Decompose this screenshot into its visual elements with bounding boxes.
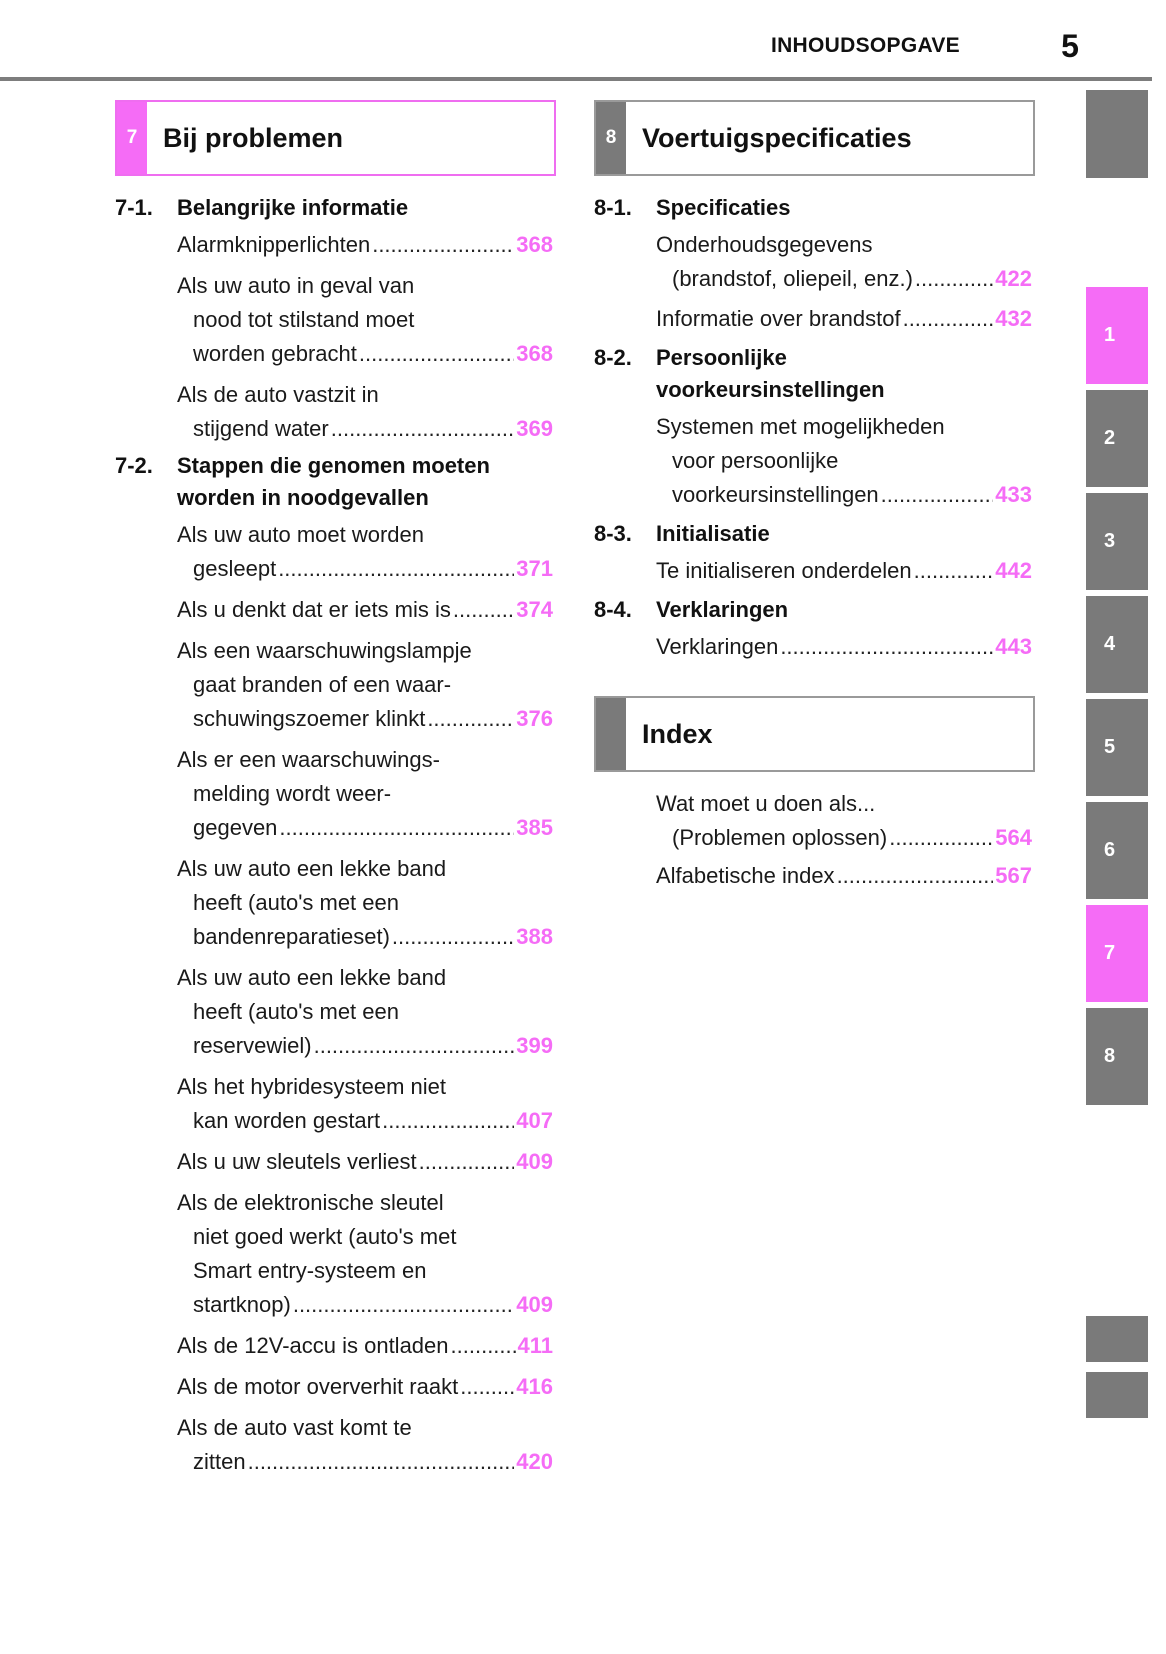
entry-last-line: [656, 302, 1032, 336]
dot-leader: [460, 1370, 514, 1404]
entry-last-line: [177, 1329, 553, 1363]
side-tab-7[interactable]: 7: [1086, 905, 1148, 1002]
entry-last-line: [656, 859, 1032, 893]
side-tab-8[interactable]: 8: [1086, 1008, 1148, 1105]
page-number: 5: [1061, 28, 1079, 64]
subsection-heading[interactable]: [594, 342, 1032, 406]
toc-entry[interactable]: [656, 787, 1032, 855]
dot-leader: [915, 262, 993, 296]
toc-entry[interactable]: [177, 961, 553, 1063]
entry-title-line: Als het hybridesysteem niet: [177, 1074, 447, 1099]
entry-last-line: [177, 1445, 553, 1479]
entry-title-line: Alarmknipperlichten: [177, 232, 371, 257]
page-ref[interactable]: 368: [516, 341, 553, 366]
section-7-number: 7: [117, 102, 147, 174]
entry-title-line: gegeven: [193, 815, 278, 840]
entry-title-line: (brandstof, oliepeil, enz.): [672, 266, 913, 291]
dot-leader: [780, 630, 993, 664]
entry-last-line: [177, 337, 553, 371]
entry-title-line: zitten: [193, 1449, 246, 1474]
side-tab-1[interactable]: 1: [1086, 287, 1148, 384]
entry-title-line: gesleept: [193, 556, 277, 581]
dot-leader: [889, 821, 993, 855]
toc-entry[interactable]: [656, 859, 1032, 893]
dot-leader: [278, 552, 514, 586]
page-ref[interactable]: 399: [516, 1033, 553, 1058]
page-ref[interactable]: 388: [516, 924, 553, 949]
entry-title-line: Verklaringen: [656, 634, 779, 659]
entry-title-line: heeft (auto's met een: [193, 999, 399, 1024]
entry-title-line: Als er een waarschuwings-: [177, 747, 440, 772]
toc-entry[interactable]: [656, 630, 1032, 664]
toc-entry[interactable]: [656, 554, 1032, 588]
entry-title-line: kan worden gestart: [193, 1108, 381, 1133]
toc-entry[interactable]: [177, 1070, 553, 1138]
section-7-title: Bij problemen: [163, 122, 344, 153]
entry-title-line: nood tot stilstand moet: [193, 307, 415, 332]
toc-entry[interactable]: [177, 518, 553, 586]
subsection-title: Verklaringen: [656, 597, 789, 622]
toc-entry[interactable]: [177, 1186, 553, 1322]
toc-entry[interactable]: [177, 1411, 553, 1479]
subsection-heading[interactable]: [594, 192, 1032, 224]
dot-leader: [359, 337, 514, 371]
entry-last-line: [177, 1145, 553, 1179]
entry-last-line: [177, 552, 553, 586]
section-8-header[interactable]: [594, 100, 1035, 176]
page-ref[interactable]: 442: [995, 558, 1032, 583]
section-7-header[interactable]: [115, 100, 556, 176]
entry-last-line: [177, 1029, 553, 1063]
dot-leader: [451, 1329, 516, 1363]
toc-entry[interactable]: [177, 228, 553, 262]
entry-title-line: Als de 12V-accu is ontladen: [177, 1333, 449, 1358]
subsection-title: Persoonlijke voorkeursinstellingen: [656, 345, 885, 402]
page-ref[interactable]: 407: [516, 1108, 553, 1133]
entry-title-line: (Problemen oplossen): [672, 825, 888, 850]
toc-entry[interactable]: [177, 269, 553, 371]
side-tab-5[interactable]: 5: [1086, 699, 1148, 796]
entry-title-line: stijgend water: [193, 416, 329, 441]
toc-right-column: [594, 192, 1032, 670]
page-ref[interactable]: 409: [516, 1149, 553, 1174]
toc-entry[interactable]: [177, 1145, 553, 1179]
subsection-title: Specificaties: [656, 195, 791, 220]
dot-leader: [903, 302, 994, 336]
subsection-number: 8-1.: [594, 195, 632, 220]
entry-title-line: Als u uw sleutels verliest: [177, 1149, 417, 1174]
entry-title-line: gaat branden of een waar-: [193, 672, 452, 697]
dot-leader: [419, 1145, 515, 1179]
entry-last-line: [177, 702, 553, 736]
entry-title-line: reservewiel): [193, 1033, 312, 1058]
entry-last-line: [177, 920, 553, 954]
entry-title-line: Als een waarschuwingslampje: [177, 638, 472, 663]
page-ref[interactable]: 385: [516, 815, 553, 840]
toc-entry[interactable]: [177, 1329, 553, 1363]
subsection-heading[interactable]: [115, 192, 553, 224]
entry-title-line: startknop): [193, 1292, 291, 1317]
subsection-number: 7-2.: [115, 453, 153, 478]
page-ref[interactable]: 433: [995, 482, 1032, 507]
entry-last-line: [177, 593, 553, 627]
subsection-title: Belangrijke informatie: [177, 195, 409, 220]
entry-title-line: worden gebracht: [193, 341, 357, 366]
page-ref[interactable]: 371: [516, 556, 553, 581]
header-title: INHOUDSOPGAVE: [770, 34, 960, 57]
side-tab-3[interactable]: 3: [1086, 493, 1148, 590]
dot-leader: [293, 1288, 514, 1322]
subsection-number: 8-2.: [594, 345, 632, 370]
toc-entry[interactable]: [656, 410, 1032, 512]
entry-title-line: Als uw auto een lekke band: [177, 856, 447, 881]
entry-title-line: Te initialiseren onderdelen: [656, 558, 912, 583]
side-tab-blank[interactable]: [1086, 1316, 1148, 1362]
page-ref[interactable]: 416: [516, 1374, 553, 1399]
entry-title-line: Als uw auto een lekke band: [177, 965, 447, 990]
entry-last-line: [177, 811, 553, 845]
toc-index-column: [594, 787, 1032, 897]
subsection-title: Initialisatie: [656, 521, 770, 546]
entry-title-line: Informatie over brandstof: [656, 306, 901, 331]
dot-leader: [314, 1029, 515, 1063]
entry-title-line: heeft (auto's met een: [193, 890, 399, 915]
dot-leader: [914, 554, 994, 588]
toc-entry[interactable]: [177, 634, 553, 736]
entry-title-line: voorkeursinstellingen: [672, 482, 879, 507]
page-ref[interactable]: 567: [995, 863, 1032, 888]
dot-leader: [427, 702, 514, 736]
dot-leader: [453, 593, 514, 627]
entry-last-line: [177, 1104, 553, 1138]
entry-last-line: [656, 478, 1032, 512]
entry-last-line: [656, 262, 1032, 296]
toc-left-column: [115, 192, 553, 1483]
entry-title-line: melding wordt weer-: [193, 781, 392, 806]
entry-title-line: Alfabetische index: [656, 863, 835, 888]
toc-entry[interactable]: [177, 378, 553, 446]
page-ref[interactable]: 369: [516, 416, 553, 441]
page-ref[interactable]: 368: [516, 232, 553, 257]
subsection-number: 7-1.: [115, 195, 153, 220]
entry-title-line: Als uw auto in geval van: [177, 273, 415, 298]
subsection-number: 8-3.: [594, 521, 632, 546]
page-ref[interactable]: 374: [516, 597, 553, 622]
toc-entry[interactable]: [656, 302, 1032, 336]
dot-leader: [392, 920, 514, 954]
entry-last-line: [656, 821, 1032, 855]
toc-entry[interactable]: [656, 228, 1032, 296]
side-tab-2[interactable]: 2: [1086, 390, 1148, 487]
toc-entry[interactable]: [177, 593, 553, 627]
entry-title-line: Als uw auto moet worden: [177, 522, 425, 547]
side-tab-blank[interactable]: [1086, 90, 1148, 178]
section-8-number: 8: [596, 102, 626, 174]
subsection-title: Stappen die genomen moeten worden in noodgevallen: [177, 453, 490, 510]
entry-title-line: Als de motor oververhit raakt: [177, 1374, 459, 1399]
subsection-heading[interactable]: [115, 450, 553, 514]
entry-title-line: schuwingszoemer klinkt: [193, 706, 426, 731]
side-tab-6[interactable]: 6: [1086, 802, 1148, 899]
entry-title-line: voor persoonlijke: [672, 448, 839, 473]
side-tab-4[interactable]: 4: [1086, 596, 1148, 693]
entry-title-line: niet goed werkt (auto's met: [193, 1224, 457, 1249]
page-ref[interactable]: 432: [995, 306, 1032, 331]
entry-title-line: bandenreparatieset): [193, 924, 390, 949]
dot-leader: [331, 412, 515, 446]
entry-last-line: [177, 1288, 553, 1322]
entry-last-line: [656, 630, 1032, 664]
toc-entry[interactable]: [177, 1370, 553, 1404]
index-section-marker: [596, 698, 626, 770]
page-ref[interactable]: 411: [517, 1333, 553, 1358]
entry-title-line: Systemen met mogelijkheden: [656, 414, 945, 439]
dot-leader: [837, 859, 994, 893]
entry-title-line: Smart entry-systeem en: [193, 1258, 427, 1283]
entry-last-line: [656, 554, 1032, 588]
entry-title-line: Als u denkt dat er iets mis is: [177, 597, 451, 622]
subsection-heading[interactable]: [594, 594, 1032, 626]
toc-entry[interactable]: [177, 743, 553, 845]
subsection-heading[interactable]: [594, 518, 1032, 550]
entry-last-line: [177, 412, 553, 446]
page-ref[interactable]: 409: [516, 1292, 553, 1317]
subsection-number: 8-4.: [594, 597, 632, 622]
dot-leader: [372, 228, 514, 262]
index-section-title: Index: [642, 718, 713, 749]
header-divider: [0, 77, 1152, 81]
side-tab-blank[interactable]: [1086, 1372, 1148, 1418]
page-ref[interactable]: 443: [995, 634, 1032, 659]
page-ref[interactable]: 420: [516, 1449, 553, 1474]
dot-leader: [248, 1445, 515, 1479]
dot-leader: [881, 478, 994, 512]
dot-leader: [382, 1104, 514, 1138]
entry-last-line: [177, 1370, 553, 1404]
entry-title-line: Onderhoudsgegevens: [656, 232, 873, 257]
page-ref[interactable]: 564: [995, 825, 1032, 850]
entry-title-line: Als de auto vast komt te: [177, 1415, 412, 1440]
index-section-header[interactable]: [594, 696, 1035, 772]
entry-title-line: Als de elektronische sleutel: [177, 1190, 444, 1215]
section-8-title: Voertuigspecificaties: [642, 122, 912, 153]
page-ref[interactable]: 376: [516, 706, 553, 731]
entry-last-line: [177, 228, 553, 262]
dot-leader: [279, 811, 514, 845]
toc-entry[interactable]: [177, 852, 553, 954]
entry-title-line: Als de auto vastzit in: [177, 382, 379, 407]
entry-title-line: Wat moet u doen als...: [656, 791, 876, 816]
page-ref[interactable]: 422: [995, 266, 1032, 291]
